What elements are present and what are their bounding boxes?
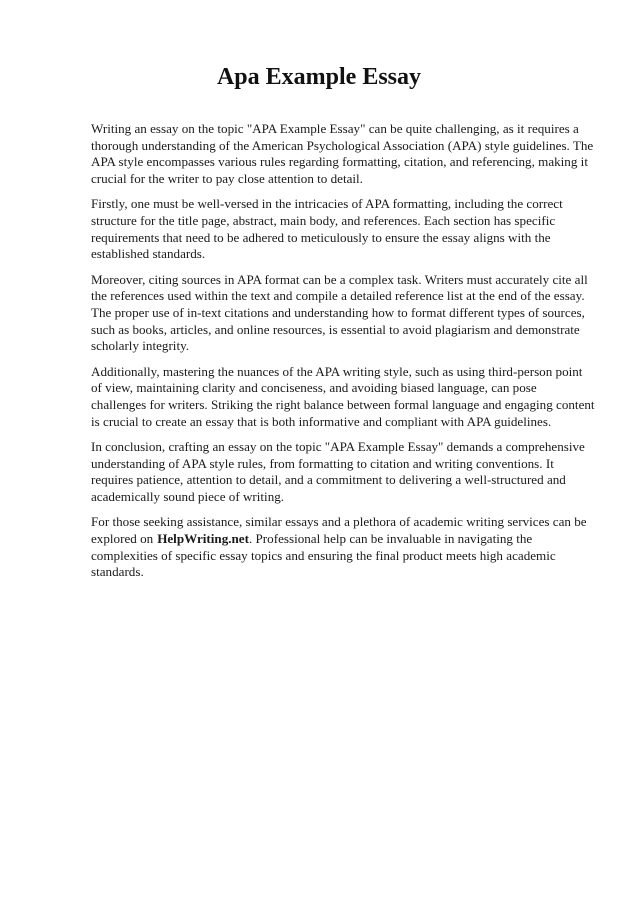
paragraph-6-after-link: . Professional help can be invaluable in navigating the complexities of specific essay topics and ensuring the final product meets high academic standards. — [91, 531, 556, 580]
paragraph-4: Additionally, mastering the nuances of the APA writing style, such as using third-person point of view, maintaining clarity and conciseness, and avoiding biased language, can pose challenges for writers. Striking the right balance between formal language and engaging content is crucial to create an essay that is both informative and compliant with APA guidelines. — [91, 363, 595, 429]
paragraph-3: Moreover, citing sources in APA format can be a complex task. Writers must accurately cite all the references used within the text and compile a detailed reference list at the end of the essay. The proper use of in-text citations and understanding how to format different types of sources, such as books, articles, and online resources, is essential to avoid plagiarism and demonstrate scholarly integrity. — [91, 271, 588, 354]
paragraph-5: In conclusion, crafting an essay on the topic "APA Example Essay" demands a comprehensive understanding of APA style rules, from formatting to citation and writing conventions. It requires patience, attention to detail, and a commitment to delivering a well-structured and academically sound piece of writing. — [91, 439, 585, 504]
paragraph-2: Firstly, one must be well-versed in the intricacies of APA formatting, including the correct structure for the title page, abstract, main body, and references. Each section has specific requirements that need to be adhered to meticulously to ensure the essay aligns with the established standards. — [91, 196, 563, 262]
document-body — [91, 121, 595, 590]
paragraph-6-before-link: For those seeking assistance, similar essays and a plethora of academic writing services can be explored on — [91, 514, 587, 547]
document-title: Apa Example Essay — [216, 64, 422, 90]
paragraph-6 — [91, 514, 595, 580]
helpwriting-link[interactable]: HelpWriting.net — [157, 531, 249, 547]
paragraph-1: Writing an essay on the topic "APA Example Essay" can be quite challenging, as it requires a thorough understanding of the American Psychological Association (APA) style guidelines. The APA style encompasses various rules regarding formatting, citation, and referencing, making it crucial for the writer to pay close attention to detail. — [91, 121, 594, 186]
